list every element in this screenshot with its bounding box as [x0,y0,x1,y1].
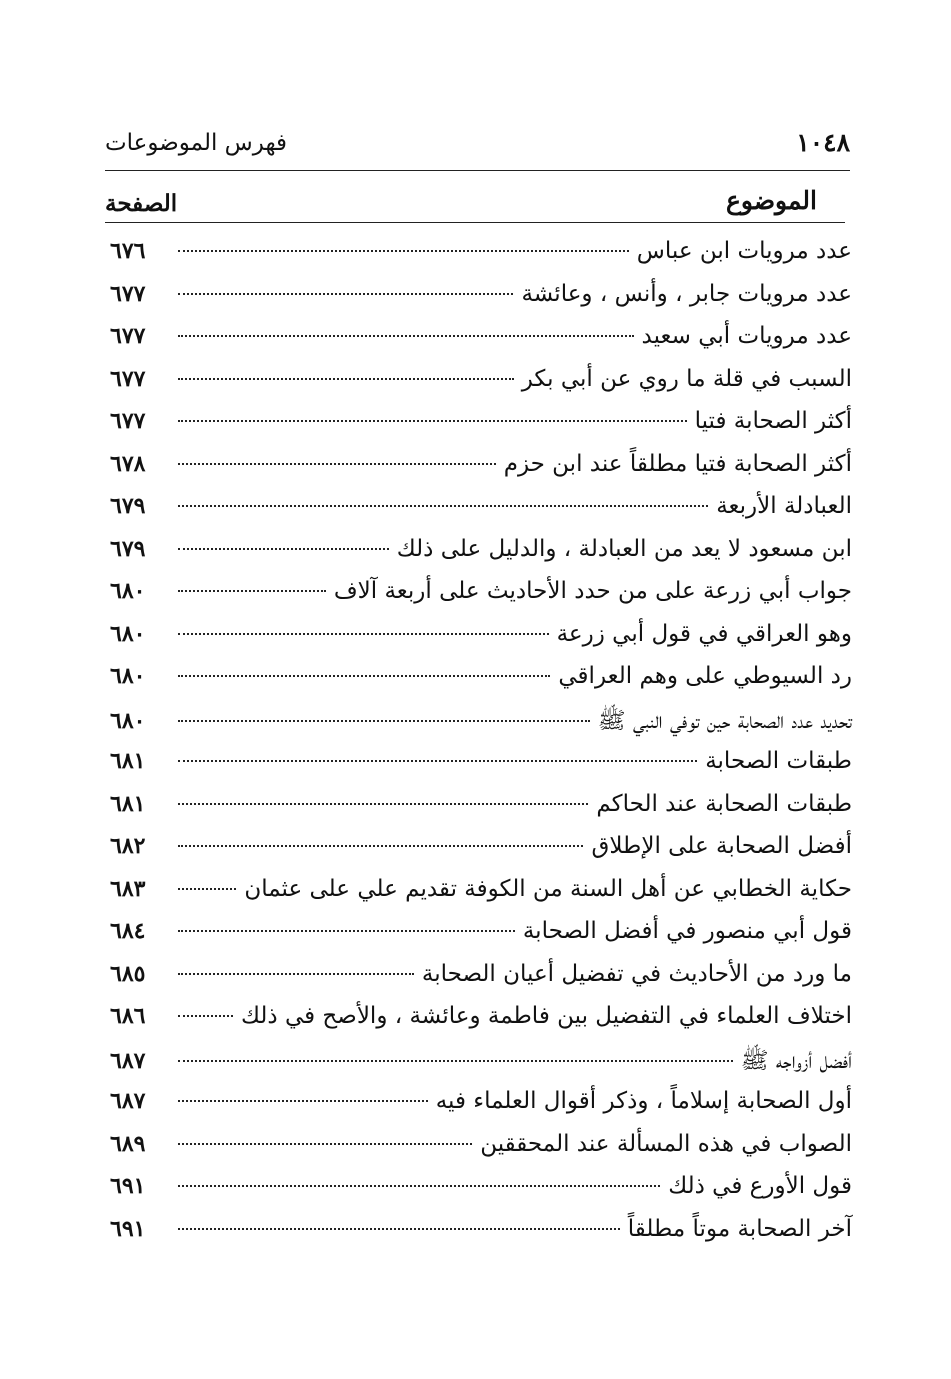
toc-entry-title: قول أبي منصور في أفضل الصحابة [522,918,852,944]
toc-entry [110,323,852,366]
dot-leader [178,250,629,252]
dot-leader [178,930,515,932]
toc-entry-title: تحديد عدد الصحابة حين توفي النبي ﷺ [597,707,852,734]
toc-list [110,238,852,1258]
toc-entry [110,1131,852,1174]
dot-leader [178,803,588,805]
toc-entry [110,366,852,409]
toc-entry-page: ٦٧٦ [110,238,146,264]
dot-leader [178,335,634,337]
dot-leader [178,760,697,762]
toc-entry-title: السبب في قلة ما روي عن أبي بكر [521,365,852,392]
toc-entry [110,918,852,961]
toc-entry-title: أكثر الصحابة فتيا مطلقاً عند ابن حزم [503,450,852,477]
dot-leader [178,1185,660,1187]
toc-entry [110,876,852,919]
toc-entry-title: عدد مرويات جابر ، وأنس ، وعائشة [521,280,852,307]
dot-leader [178,675,550,677]
toc-entry-title: أكثر الصحابة فتيا [694,408,852,434]
toc-entry [110,1046,852,1089]
toc-entry-title: حكاية الخطابي عن أهل السنة من الكوفة تقديم علي على عثمان [244,875,852,902]
toc-entry-page: ٦٨٥ [110,960,146,987]
toc-entry [110,578,852,621]
dot-leader [178,463,496,465]
dot-leader [178,888,236,890]
toc-entry [110,748,852,791]
toc-entry-page: ٦٧٧ [110,323,146,349]
toc-entry-title: أول الصحابة إسلاماً ، وذكر أقوال العلماء فيه [435,1088,852,1114]
dot-leader [178,505,708,507]
header-rule [105,170,850,171]
toc-entry-page: ٦٨٠ [110,578,146,604]
dot-leader [178,633,549,635]
dot-leader [178,720,590,722]
toc-entry [110,706,852,749]
toc-entry-title: جواب أبي زرعة على من حدد الأحاديث على أربعة آلاف [333,578,852,604]
dot-leader [178,590,326,592]
toc-entry-page: ٦٨٩ [110,1130,146,1157]
column-headings [105,186,845,226]
toc-entry-title: عدد مرويات ابن عباس [636,238,852,264]
dot-leader [178,1060,733,1062]
toc-entry [110,1003,852,1046]
toc-entry-title: ما ورد من الأحاديث في تفضيل أعيان الصحابة [421,960,852,987]
toc-entry-page: ٦٧٧ [110,408,146,434]
toc-entry-page: ٦٨٠ [110,620,146,647]
topic-column-heading: الموضوع [726,186,817,215]
dot-leader [178,1143,472,1145]
dot-leader [178,1228,620,1230]
toc-entry-title: الصواب في هذه المسألة عند المحققين [480,1130,852,1157]
toc-entry-page: ٦٨١ [110,790,146,817]
toc-entry-page: ٦٨٤ [110,918,146,944]
dot-leader [178,293,513,295]
page-number: ١٠٤٨ [796,128,850,157]
toc-entry [110,1216,852,1259]
toc-entry-page: ٦٧٩ [110,493,146,519]
toc-entry-title: وهو العراقي في قول أبي زرعة [556,620,852,647]
column-rule [105,222,845,223]
toc-entry-page: ٦٧٨ [110,450,146,477]
toc-entry-page: ٦٨٦ [110,1003,146,1029]
toc-entry-title: طبقات الصحابة عند الحاكم [596,790,852,817]
toc-entry-title: ابن مسعود لا يعد من العبادلة ، والدليل على ذلك [396,535,852,562]
toc-entry [110,281,852,324]
toc-entry [110,833,852,876]
toc-entry-title: أفضل الصحابة على الإطلاق [591,833,852,859]
dot-leader [178,1100,428,1102]
toc-entry-page: ٦٩١ [110,1215,146,1242]
toc-entry-page: ٦٧٧ [110,280,146,307]
toc-entry-title: العبادلة الأربعة [716,493,852,519]
running-title: فهرس الموضوعات [105,130,288,156]
toc-entry [110,791,852,834]
toc-entry-title: آخر الصحابة موتاً مطلقاً [627,1215,852,1242]
toc-entry [110,1173,852,1216]
toc-entry-page: ٦٨٢ [110,833,146,859]
toc-entry-page: ٦٧٧ [110,365,146,392]
dot-leader [178,420,687,422]
toc-entry [110,621,852,664]
toc-entry [110,493,852,536]
toc-entry-page: ٦٨٠ [110,707,146,734]
toc-entry-page: ٦٩١ [110,1173,146,1199]
toc-entry [110,536,852,579]
toc-entry-page: ٦٨٧ [110,1088,146,1114]
toc-entry [110,663,852,706]
toc-entry-page: ٦٧٩ [110,535,146,562]
toc-entry-title: طبقات الصحابة [705,748,852,774]
dot-leader [178,548,389,550]
toc-entry [110,451,852,494]
running-header [105,128,850,168]
toc-entry [110,408,852,451]
toc-entry [110,961,852,1004]
toc-entry-title: قول الأورع في ذلك [668,1173,852,1199]
toc-entry-title: أفضل أزواجه ﷺ [740,1047,852,1074]
page-column-heading: الصفحة [105,190,178,217]
dot-leader [178,845,583,847]
toc-entry-title: اختلاف العلماء في التفضيل بين فاطمة وعائشة ، والأصح في ذلك [241,1003,852,1029]
dot-leader [178,973,414,975]
toc-entry [110,238,852,281]
toc-entry-page: ٦٨٣ [110,875,146,902]
toc-entry [110,1088,852,1131]
toc-entry-page: ٦٨١ [110,748,146,774]
dot-leader [178,1015,233,1017]
toc-entry-title: عدد مرويات أبي سعيد [641,323,852,349]
toc-entry-title: رد السيوطي على وهم العراقي [558,663,852,689]
toc-entry-page: ٦٨٠ [110,663,146,689]
toc-entry-page: ٦٨٧ [110,1047,146,1074]
dot-leader [178,378,514,380]
